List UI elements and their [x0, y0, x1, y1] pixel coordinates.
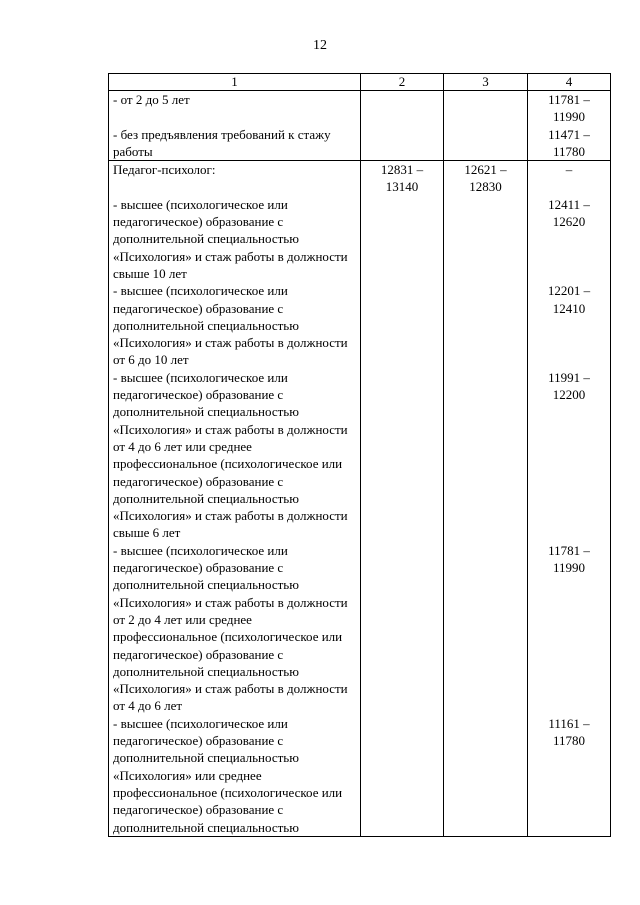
value-range: [532, 542, 606, 715]
value-to: 13140: [385, 179, 419, 195]
value-to: 12410: [552, 300, 586, 316]
table-header-row: [109, 74, 611, 91]
value-from: 12411 –: [548, 196, 590, 212]
value-range: [532, 715, 606, 750]
value-to: 11990: [552, 560, 586, 576]
value-to: 11780: [552, 733, 586, 749]
value-from: 11781 –: [548, 542, 590, 558]
criterion-text: - высшее (психологическое или педагогическое) образование с дополнительной специальностью «Психология» и стаж работы в должности от 2 до 4 лет или среднее профессиональное (психологическое или педагогическое) образование с дополнительной специальностью «Психология» и стаж работы в должности от 4 до 6 лет: [113, 542, 348, 714]
criterion-text: - высшее (психологическое или педагогическое) образование с дополнительной специальностью «Психология» или среднее профессиональное (психологическое или педагогическое) образование с дополнительной специальностью: [113, 715, 343, 835]
value-to: 12620: [552, 214, 586, 230]
column-header-4: 4: [528, 74, 611, 91]
position-title: Педагог-психолог:: [113, 162, 216, 178]
value-range: [532, 282, 606, 369]
row2-col3-cell: [444, 161, 528, 837]
row2-description-cell: [109, 161, 361, 837]
value-range: [532, 196, 606, 283]
column-header-3: 3: [444, 74, 528, 91]
table-row: [109, 161, 611, 837]
value-from: 11161 –: [548, 715, 590, 731]
row1-col2-cell: [361, 91, 444, 161]
value-dash: –: [565, 162, 573, 178]
value-to: 12200: [552, 387, 586, 403]
value-from: 11781 –: [548, 92, 590, 107]
row1-col3-cell: [444, 91, 528, 161]
row1-values-cell: [528, 91, 611, 161]
value-from: 12201 –: [547, 283, 591, 299]
table-row: [109, 91, 611, 161]
criterion-text: - высшее (психологическое или педагогическое) образование с дополнительной специальностью «Психология» и стаж работы в должности от 6 до 10 лет: [113, 283, 348, 368]
column-header-1: 1: [109, 74, 361, 91]
value-from: 11991 –: [548, 369, 590, 385]
criterion-text: - без предъявления требований к стажу работы: [113, 126, 331, 159]
row1-description-cell: [109, 91, 361, 161]
page-number: 12: [313, 38, 327, 53]
value-to: 11780: [552, 143, 586, 159]
value-to: 12830: [469, 179, 502, 195]
value-from: 12621 –: [464, 162, 507, 178]
criterion-text: - от 2 до 5 лет: [113, 92, 190, 107]
row2-values-cell: [528, 161, 611, 837]
value-range: [532, 369, 606, 542]
value-from: 12831 –: [380, 162, 424, 178]
column-header-2: 2: [361, 74, 444, 91]
row2-col2-cell: [361, 161, 444, 837]
value-from: 11471 –: [548, 126, 590, 142]
salary-table: [108, 73, 611, 837]
criterion-text: - высшее (психологическое или педагогическое) образование с дополнительной специальностью «Психология» и стаж работы в должности свыше 10 лет: [113, 196, 348, 281]
criterion-text: - высшее (психологическое или педагогическое) образование с дополнительной специальностью «Психология» и стаж работы в должности от 4 до 6 лет или среднее профессиональное (психологическое или педагогическое) образование с дополнительной специальностью «Психология» и стаж работы в должности свыше 6 лет: [113, 369, 348, 541]
value-to: 11990: [552, 109, 586, 125]
